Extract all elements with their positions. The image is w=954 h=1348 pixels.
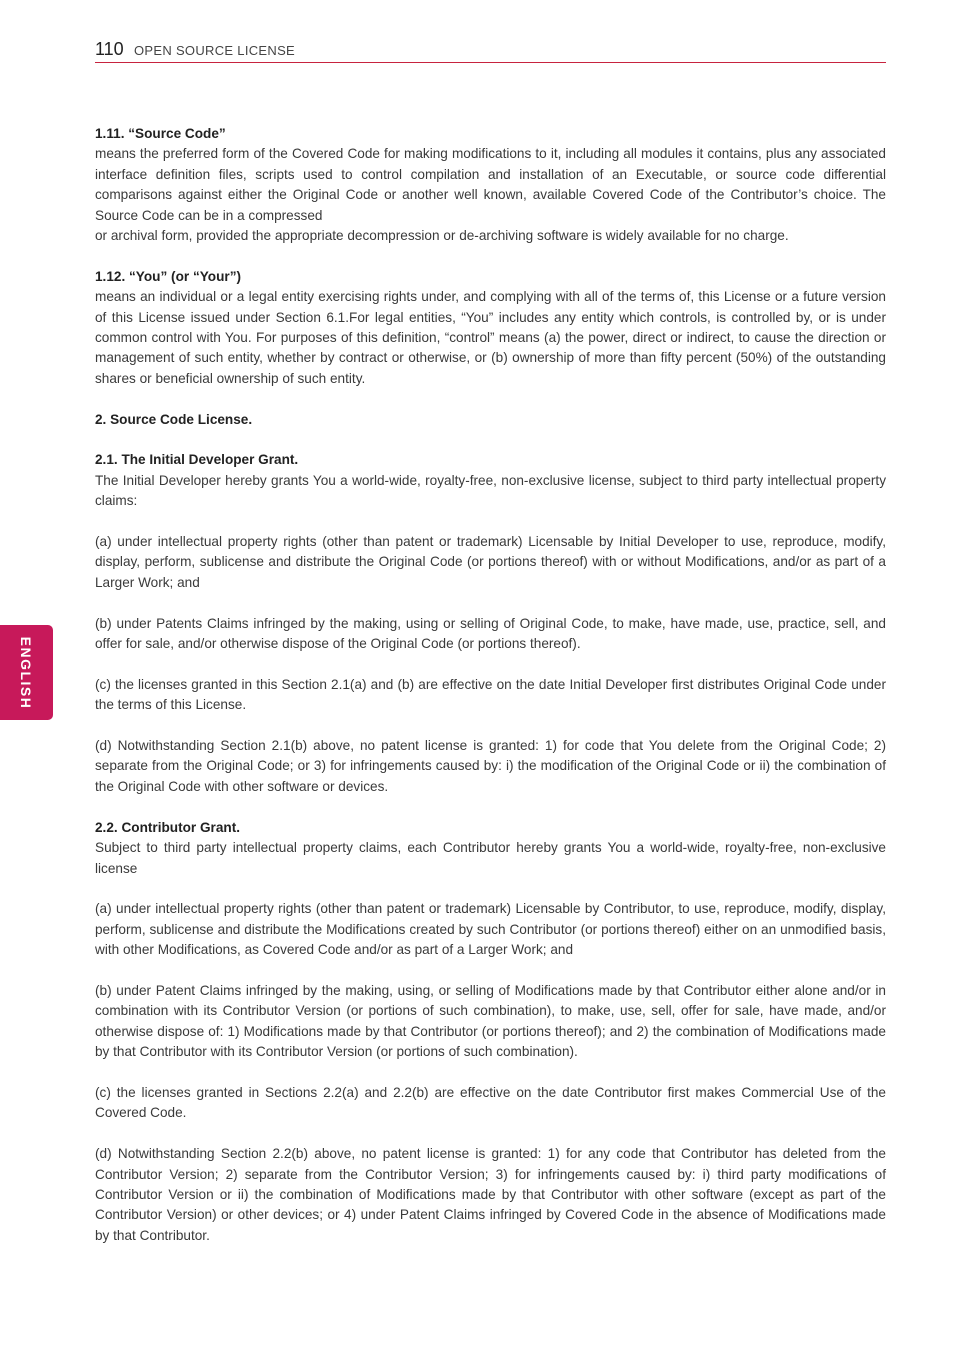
license-section [95,1144,886,1246]
license-section [95,981,886,1063]
license-section [95,410,886,430]
page-header [95,38,886,63]
section-heading: 2.1. The Initial Developer Grant. [95,452,299,468]
section-heading: 2.2. Contributor Grant. [95,819,241,835]
section-paragraph: (c) the licenses granted in this Section 2.1(a) and (b) are effective on the date Initial Developer first distributes Original Code under the terms of this License. [95,676,886,713]
section-paragraph: (a) under intellectual property rights (other than patent or trademark) Licensable by Initial Developer to use, reproduce, modify, display, perform, sublicense and distribute the Original Code (or portions thereof) with or without Modifications, and/or as part of a Larger Work; and [95,534,886,590]
section-paragraph: (d) Notwithstanding Section 2.2(b) above, no patent license is granted: 1) for any code that Contributor has deleted from the Contributor Version; 2) separate from the Contributor Version; 3) for infringements caused by: i) third party modifications of Contributor Version or ii) the combination of Modifications made by that Contributor with other software (except as part of the Contributor Version) or other devices; or 4) under Patent Claims infringed by Covered Code in the absence of Modifications made by that Contributor. [95,1146,886,1243]
license-section [95,818,886,879]
section-paragraph: Subject to third party intellectual property claims, each Contributor hereby grants You a world-wide, royalty-free, non-exclusive license [95,840,886,876]
license-section [95,532,886,593]
running-section-title: OPEN SOURCE LICENSE [134,43,296,58]
language-tab [0,625,53,720]
section-paragraph: or archival form, provided the appropriate decompression or de-archiving software is widely available for no charge. [95,228,789,244]
section-heading: 1.11. “Source Code” [95,126,226,141]
license-section [95,614,886,655]
section-paragraph: means an individual or a legal entity exercising rights under, and complying with all of the terms of, this License or a future version of this License issued under Section 6.1.For legal entities, “You” includes any entity which controls, is controlled by, or is under common control with You. For purposes of this definition, “control” means (a) the power, direct or indirect, to cause the direction or management of such entity, whether by contract or otherwise, or (b) ownership of more than fifty percent (50%) of the outstanding shares or beneficial ownership of such entity. [95,289,886,386]
section-heading: 2. Source Code License. [95,411,253,427]
section-heading: 1.12. “You” (or “Your”) [95,268,242,284]
license-section [95,450,886,511]
license-section [95,736,886,797]
license-section [95,124,886,246]
license-section [95,675,886,716]
language-tab-label: ENGLISH [18,636,34,710]
section-paragraph: (b) under Patent Claims infringed by the making, using, or selling of Modifications made by that Contributor either alone and/or in combination with its Contributor Version (or portions of such combination), to make, use, sell, offer for sale, have made, and/or otherwise dispose of: 1) Modifications made by that Contributor (or portions thereof); and 2) the combination of Modifications made by that Contributor with its Contributor Version (or portions of such combination). [95,982,886,1060]
page-number: 110 [95,39,124,59]
section-paragraph: (b) under Patents Claims infringed by the making, using or selling of Original Code, to make, have made, use, practice, sell, and offer for sale, and/or otherwise dispose of the Original Code (or portions thereof). [95,615,886,652]
license-body [95,124,886,1267]
section-paragraph: (c) the licenses granted in Sections 2.2(a) and 2.2(b) are effective on the date Contributor first makes Commercial Use of the Covered Code. [95,1084,886,1121]
license-section [95,267,886,389]
section-paragraph: (d) Notwithstanding Section 2.1(b) above, no patent license is granted: 1) for code that You delete from the Original Code; 2) separate from the Original Code; or 3) for infringements caused by: i) the modification of the Original Code or ii) the combination of the Original Code with other software or devices. [95,738,886,794]
section-paragraph: The Initial Developer hereby grants You a world-wide, royalty-free, non-exclusive license, subject to third party intellectual property claims: [95,472,886,509]
license-section [95,1083,886,1124]
license-section [95,899,886,960]
section-paragraph: means the preferred form of the Covered Code for making modifications to it, including all modules it contains, plus any associated interface definition files, scripts used to control compilation and installation of an Executable, or source code differential comparisons against either the Original Code or another well known, available Covered Code of the Contributor’s choice. The Source Code can be in a compressed [95,146,886,223]
section-paragraph: (a) under intellectual property rights (other than patent or trademark) Licensable by Contributor, to use, reproduce, modify, display, perform, sublicense and distribute the Modifications created by such Contributor (or portions thereof) either on an unmodified basis, with other Modifications, as Covered Code and/or as part of a Larger Work; and [95,901,886,958]
